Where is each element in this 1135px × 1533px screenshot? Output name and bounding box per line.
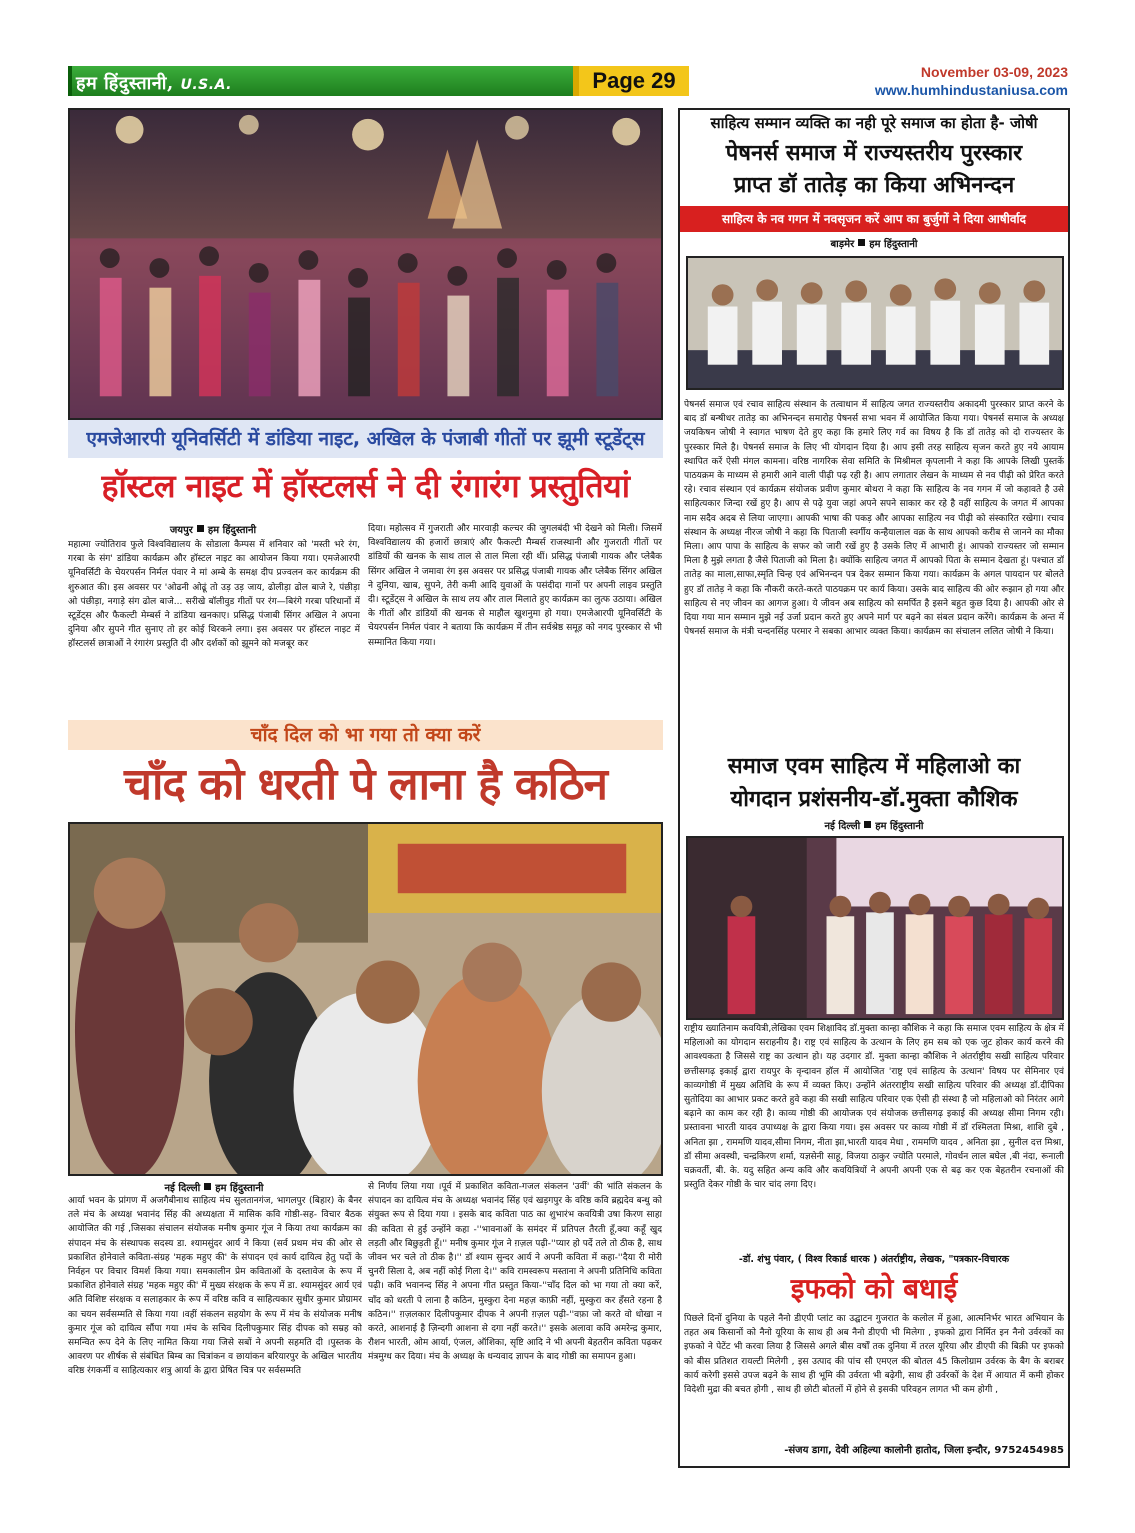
right-story1-dateline bbox=[680, 236, 1068, 250]
story2-headline[interactable]: चाँद को धरती पे लाना है कठिन bbox=[124, 759, 607, 810]
story1-column-1: महात्मा ज्योतिराव फुले विश्वविद्यालय के सोडाला कैम्पस में शनिवार को 'मस्ती भरे रंग, गरबा के संग' डांडिया कार्यक्रम और हॉस्टल नाइट का आयोजन किया गया। एमजेआरपी यूनिवर्सिटी के चेयरपर्सन निर्मल पंवार ने मां अम्बे के समक्ष दीप प्रज्वलन कर कार्यक्रम की शुरुआत की। इस अवसर पर 'ओढनी ओढूं तो उड़ उड़ जाय, ढोलीड़ा ढोल बाजे रे, पंछीड़ा ओ पंछीड़ा, नगाड़े संग ढोल बाजे... सरीखे बॉलीवुड गीतों पर रंग—बिरंगे गरबा परिधानों में स्टूडेंट्स और फैकल्टी मेम्बर्स ने डांडिया खनकाए। प्रसिद्ध पंजाबी सिंगर अखिल ने अपना दुनिया और सुपने गीत सुनाए तो हर कोई थिरकने लगा। इस अवसर पर हॉस्टल नाइट में हॉस्टलर्स छात्राओं ने रंगारंग प्रस्तुति दी और दर्शकों को झूमने को मजबूर कर bbox=[68, 540, 360, 650]
dateline-place: जयपुर bbox=[169, 525, 193, 536]
right-story2-dateline bbox=[680, 818, 1068, 832]
dateline-source: हम हिंदुस्तानी bbox=[207, 525, 257, 536]
right-story2-signature: -डॉ. शंभु पंवार, ( विश्व रिकार्ड धारक ) अंतर्राष्ट्रीय, लेखक, "पत्रकार-विचारक bbox=[738, 1254, 1010, 1265]
dateline-source: हम हिंदुस्तानी bbox=[215, 1183, 264, 1194]
dateline-place: बाड़मेर bbox=[830, 239, 855, 250]
right-story1-deck: साहित्य के नव गगन में नवसृजन करें आप का बुर्जुगों ने दिया आषीर्वाद bbox=[680, 206, 1068, 232]
kavi-goshthi-photo bbox=[68, 822, 663, 1176]
newspaper-title-suffix: U.S.A. bbox=[180, 77, 233, 93]
headline-line: पेषनर्स समाज में राज्यस्तरीय पुरस्कार bbox=[725, 141, 1023, 166]
newspaper-title-text: हम हिंदुस्तानी, bbox=[76, 73, 174, 94]
story2-dateline bbox=[68, 1180, 360, 1194]
dandiya-night-photo bbox=[68, 108, 663, 420]
story1-headline[interactable]: हॉस्टल नाइट में हॉस्टलर्स ने दी रंगारंग प्रस्तुतियां bbox=[101, 467, 630, 505]
story1-column-2: दिया। महोत्सव में गुजराती और मारवाड़ी कल्चर की जुगलबंदी भी देखने को मिली। जिसमें विश्वविद्यालय की हजारों छात्राएं और फैकल्टी मैम्बर्स राजस्थानी और गुजराती गीतों पर डांडियों की खनक के साथ ताल से ताल मिला रही थीं। प्रसिद्ध पंजाबी गायक और प्लेबैक सिंगर अखिल ने जमावा रंग इस अवसर पर प्रसिद्ध पंजाबी गायक और प्लेबैक सिंगर अखिल ने दुनिया, खाब, सुपने, तेरी कमी आदि युवाओं के पसंदीदा गानों पर अपनी लाइव प्रस्तुति दी। स्टूडेंट्स ने अखिल के साथ लय और ताल मिलाते हुए कार्यक्रम का लुत्फ उठाया। अखिल के गीतों और डांडियों की खनक से माहौल खुशनुमा हो गया। एमजेआरपी यूनिवर्सिटी के चेयरपर्सन निर्मल पंवार ने बताया कि कार्यक्रम में तीन सर्वश्रेष्ठ समूह को नगद पुरस्कार से भी सम्मानित किया गया। bbox=[368, 524, 662, 648]
story1-dateline bbox=[68, 522, 358, 536]
headline-line: योगदान प्रशंसनीय-डॉ.मुक्ता कौशिक bbox=[730, 787, 1018, 812]
right-story2-body: राष्ट्रीय ख्यातिनाम कवयित्री,लेखिका एवम शिक्षाविद डॉ.मुक्ता कान्हा कौशिक ने कहा कि समाज एवम साहित्य के क्षेत्र में महिलाओ का योगदान सराहनीय है। राष्ट्र एवं साहित्य के उत्थान के लिए हम सब को एक जुट होकर कार्य करने की आवश्यकता है जिससे राष्ट्र का उत्थान हो। यह उदगार डॉ. मुक्ता कान्हा कौशिक ने अंतर्राष्ट्रीय सखी साहित्य परिवार छत्तीसगढ़ इकाई द्वारा रायपुर के वृन्दावन हॉल में आयोजित 'राष्ट्र एवं साहित्य के उत्थान' विषय पर सेमिनार एवं काव्यगोष्ठी में मुख्य अतिथि के रूप में व्यक्त किए। उन्होंने अंतरराष्ट्रीय सखी साहित्य परिवार की अध्यक्ष डॉ.दीपिका सुतोदिया का आभार प्रकट करते हुवे कहा की सखी साहित्य परिवार एक ऐसी ही संस्था है जो महिलाओ को निरंतर आगे बढ़ाने का काम कर रही है। काव्य गोष्ठी की आयोजक एवं संयोजक छत्तीसगढ़ इकाई की अध्यक्ष सीमा निगम रही। प्रस्तावना भारती यादव उपाध्यक्ष के द्वारा किया गया। इस अवसर पर काव्य गोष्ठी में डॉ रश्मिलता मिश्रा, शाशि दुबे , अनिता झा , राममणि यादव,सीमा निगम, नीता झा,भारती यादव मेधा , राममणि यादव , अनिता झा , सुनील दत्त मिश्रा, डॉ सीमा अवस्थी, चन्द्रकिरण शर्मा, यज्ञसेनी साहू, विजया ठाकुर ज्योति परमाले, गोवर्धन लाल बघेल ,बी नंदा, रूनाली चक्रवर्ती, बी. के. यदु सहित अन्य कवि और कवयित्रियों ने अपनी अपनी एक से बढ़ कर एक बेहतरीन रचनाओं की प्रस्तुति देकर गोष्ठी के चार चांद लगा दिए। bbox=[684, 1024, 1064, 1191]
square-bullet-icon bbox=[204, 1183, 211, 1190]
right-story3-signature: -संजय डागा, देवी अहिल्या कालोनी हातोद, जिला इन्दौर, 9752454985 bbox=[784, 1445, 1064, 1456]
story2-subheadline: चाँद दिल को भा गया तो क्या करें bbox=[68, 720, 663, 750]
story2-column-1: आर्या भवन के प्रांगण में अजगैबीनाथ साहित्य मंच सुलतानगंज, भागलपुर (बिहार) के बैनर तले मंच के अध्यक्ष भवानंद सिंह की अध्यक्षता में मासिक कवि गोष्ठी-सह- विचार बैठक आयोजित की गई ,जिसका संचालन संयोजक मनीष कुमार गूंज ने किया तथा कार्यक्रम का संपादन मंच के संस्थापक सदस्य डा. श्यामसुंदर आर्य ने किया (सर्व प्रथम मंच की ओर से प्रकाशित होनेवाले कविता-संग्रह 'महक महुए की' के संपादन एवं कार्य दायित्व हेतु पदों के निर्वहन पर विचार विमर्श किया गया। समकालीन प्रेम कविताओं के दस्तावेज के रूप में प्रकाशित होनेवाले संग्रह 'महक महुए की' में मुख्य संरक्षक के रूप में डा. श्यामसुंदर आर्य एवं अति विशिष्ट संरक्षक व सलाहकार के रूप में वरिष्ठ कवि व साहित्यकार सुधीर कुमार प्रोग्रामर का चयन सर्वसम्मति से किया गया ।वहीं संकलन सहयोग के रूप में मंच के संयोजक मनीष कुमार गूंज को दायित्व सौंपा गया ।मंच के सचिव दिलीपकुमार सिंह दीपक को सम्रह को समन्वित रूप देने के लिए नामित किया गया जिसे सबों ने अपनी सहमति दी ।पुस्तक के आवरण पर शीर्षक से संबंधित बिम्ब का चित्रांकन व छायांकन बरियारपुर के अखिल भारतीय वरिष्ठ रंगकर्मी व साहित्यकार शत्रु आर्या के द्वारा प्रेषित चित्र पर सर्वसम्मति bbox=[68, 1196, 362, 1377]
right-story1-body: पेषनर्स समाज एवं रचाव साहित्य संस्थान के तत्वाधान में साहित्य जगत राज्यस्तरीय अकादमी पुरस्कार प्राप्त करने के बाद डॉ बन्षीधर तातेड़ का अभिनन्दन समारोह पेषनर्स सभा भवन में आयोजित किया गया। पेषनर्स समाज के अध्यक्ष जयकिषन जोषी ने स्वागत भाषण देते हुए कहा कि हमारे लिए गर्व का विषय है कि डॉ तातेड़ को दो राज्यस्तर के पुरस्कार मिले है। पेषनर्स समाज के लिए भी योगदान दिया है। आप इसी तरह साहित्य सृजन करते हुए नये आयाम स्थापित करें ऐसी मंगल कामना। वरिष्ठ नागरिक सेवा समिति के मिश्रीमल कृपलानी ने कहा कि आपके लिखी पुस्तकें पाठयक्रम के माध्यम से हमारी आने वाली पीढ़ी पढ़ रही है। आप लगातार लेखन के माध्यम से नव पीढ़ी को प्रेरित करते रहे। रचाव संस्थान एवं कार्यक्रम संयोजक प्रवीण कुमार बोथरा ने कहा कि साहित्य के नव गगन में जो कहावते है उसे साहित्यकार जिन्दा रखें हुए है। आप से पढ़े युवा जहां अपने सपने साकार कर रहे है वहीं साहित्य के जगत में आपका नाम सदैव अदब से लिया जाएगा। आपकी भाषा की पकड़ और आपका साहित्य नव पीढ़ी को संस्कारित रखेगा। रचाव संस्थान के अध्यक्ष नीरज जोषी ने कहा कि पिताजी स्वर्गीय कन्हैयालाल वक्र के साथ आपको करीब से जानने का मौका मिला। आप पापा के साहित्य के सफर को जारी रखें हुए है उसके लिए में आभारी हूं। आपको राज्यस्तर जो सम्मान मिला है मुझे लगता है जैसे पिताजी को मिला है। क्योंकि साहित्य जगत में आपको पिता के सम्मान देखता हूं। पश्चात डॉ तातेड़ का माला,साफा,स्मृति चिन्ह एवं अभिनन्दन पत्र देकर सम्मान किया गया। कार्यक्रम के अगल पायदान पर बोलते हुए डॉ तातेड़ ने कहा कि नौकरी करते-करते पाठयक्रम पर कार्य किया। उसके बाद साहित्य की ओर रूझान हो गया और साहित्य से नए जीवन का आगज हुआ। ये जीवन अब साहित्य को समर्पित है इसने बहुत कुछ दिया है। आपकी ओर से दिया गया मान सम्मान मुझे नई उर्जा प्रदान करते हुए अपने मार्ग पर बढ़ने का संबल प्रदान करेंगे। कार्यक्रम के अन्त में पेषनर्स समाज के मंत्री चन्दनसिंह परमार ने सबका आभार व्यक्त किया। कार्यक्रम का संचालन ललित जोषी ने किया। bbox=[684, 400, 1064, 638]
square-bullet-icon bbox=[197, 525, 204, 532]
issue-date: November 03-09, 2023 bbox=[920, 64, 1068, 80]
dateline-place: नई दिल्ली bbox=[824, 821, 861, 832]
seminar-photo bbox=[686, 836, 1064, 1020]
story1-subheadline: एमजेआरपी यूनिवर्सिटी में डांडिया नाइट, अखिल के पंजाबी गीतों पर झूमी स्टूडेंट्स bbox=[68, 420, 663, 458]
dateline-source: हम हिंदुस्तानी bbox=[875, 821, 924, 832]
right-story1-headline[interactable] bbox=[678, 138, 1070, 202]
right-story3-body: पिछले दिनों दुनिया के पहले नैनो डीएपी प्लांट का उद्घाटन गुजरात के कलोल में हुआ, आत्मनिर्भर भारत अभियान के तहत अब किसानों को नैनो यूरिया के साथ ही अब नैनो डीएपी भी मिलेगा , इफको द्वारा निर्मित इन नैनो उर्वरकों का इफको ने पेटेंट भी करवा लिया है जिससे अगले बीस वर्षों तक दुनिया में तरल यूरिया और डीएपी की बिक्री पर इफको को बीस प्रतिशत रायल्टी मिलेगी , इस उत्पाद की पांच सौ एमएल की बोतल 45 किलोग्राम उर्वरक के बैग के बराबर कार्य करेगी इससे उपज बढ़ने के साथ ही भूमि की उर्वरता भी बढ़ेगी, साथ ही उर्वरकों के देश में आयात में कमी होकर विदेशी मुद्रा की बचत होगी , साथ ही छोटी बोतलों में होने से इसकी परिवहन लागत भी कम होगी , bbox=[684, 1314, 1064, 1396]
story2-column-2: से निर्णय लिया गया ।पूर्व में प्रकाशित कविता-गजल संकलन 'उर्वी' की भांति संकलन के संपादन का दायित्व मंच के अध्यक्ष भवानंद सिंह एवं खड़गपुर के वरिष्ठ कवि ब्रह्मदेव बन्धु को संयुक्त रूप से दिया गया । इसके बाद कविता पाठ का शुभारंभ कवयित्री उषा किरण साहा की कविता से हुई उन्होंने कहा -''भावनाओं के समंदर में प्रतिपल तैरती हूँ,क्या कहूँ खुद लड़ती और बिछुड़ती हूँ।'' मनीष कुमार गूंज ने ग़ज़ल पढ़ी-''प्यार हो पर्दे तले तो ठीक है, साथ जीवन भर चले तो ठीक है।'' डॉ श्याम सुन्दर आर्य ने अपनी कविता में कहा-''दैया री मोरी चुनरी सिला दे, अब नहीं कोई गिला दे।'' कवि रामस्वरूप मस्ताना ने अपनी प्रतिनिधि कविता पढ़ी। कवि भवानन्द सिंह ने अपना गीत प्रस्तुत किया-''चाँद दिल को भा गया तो क्या करें, चाँद को धरती पे लाना है कठिन, मुस्कुरा देना महज़ काफ़ी नहीं, मुस्कुरा कर हँसते रहना है कठिन।'' ग़ज़लकार दिलीपकुमार दीपक ने अपनी ग़ज़ल पढ़ी-''वफ़ा जो करते वो धोखा न करते, आशनाई है ज़िन्दगी आशना से दगा नहीं करते।'' इसके अलावा कवि अमरेन्द्र कुमार, रौशन भारती, ओम आर्या, एंजल, ऑशिका, सृष्टि आदि ने भी अपनी बेहतरीन कविता पढ़कर मंत्रमुग्ध कर दिया। मंच के अध्यक्ष के धन्यवाद ज्ञापन के बाद गोष्ठी का समापन हुआ। bbox=[368, 1182, 662, 1363]
masthead bbox=[68, 62, 1068, 102]
masthead-banner bbox=[68, 66, 580, 96]
square-bullet-icon bbox=[858, 239, 865, 246]
website-link[interactable]: www.humhindustaniusa.com bbox=[874, 82, 1068, 98]
headline-line: प्राप्त डॉ तातेड़ का किया अभिनन्दन bbox=[733, 173, 1015, 198]
dateline-source: हम हिंदुस्तानी bbox=[869, 239, 918, 250]
right-story2-headline[interactable] bbox=[678, 750, 1070, 816]
square-bullet-icon bbox=[864, 821, 871, 828]
newspaper-title[interactable] bbox=[76, 71, 232, 95]
felicitation-photo bbox=[686, 256, 1064, 390]
dateline-place: नई दिल्ली bbox=[164, 1183, 201, 1194]
page-number: Page 29 bbox=[573, 66, 689, 96]
right-story1-kicker: साहित्य सम्मान व्यक्ति का नही पूरे समाज का होता है- जोषी bbox=[710, 114, 1038, 132]
right-story3-headline[interactable]: इफको को बधाई bbox=[790, 1272, 958, 1305]
headline-line: समाज एवम साहित्य में महिलाओ का bbox=[727, 754, 1021, 779]
